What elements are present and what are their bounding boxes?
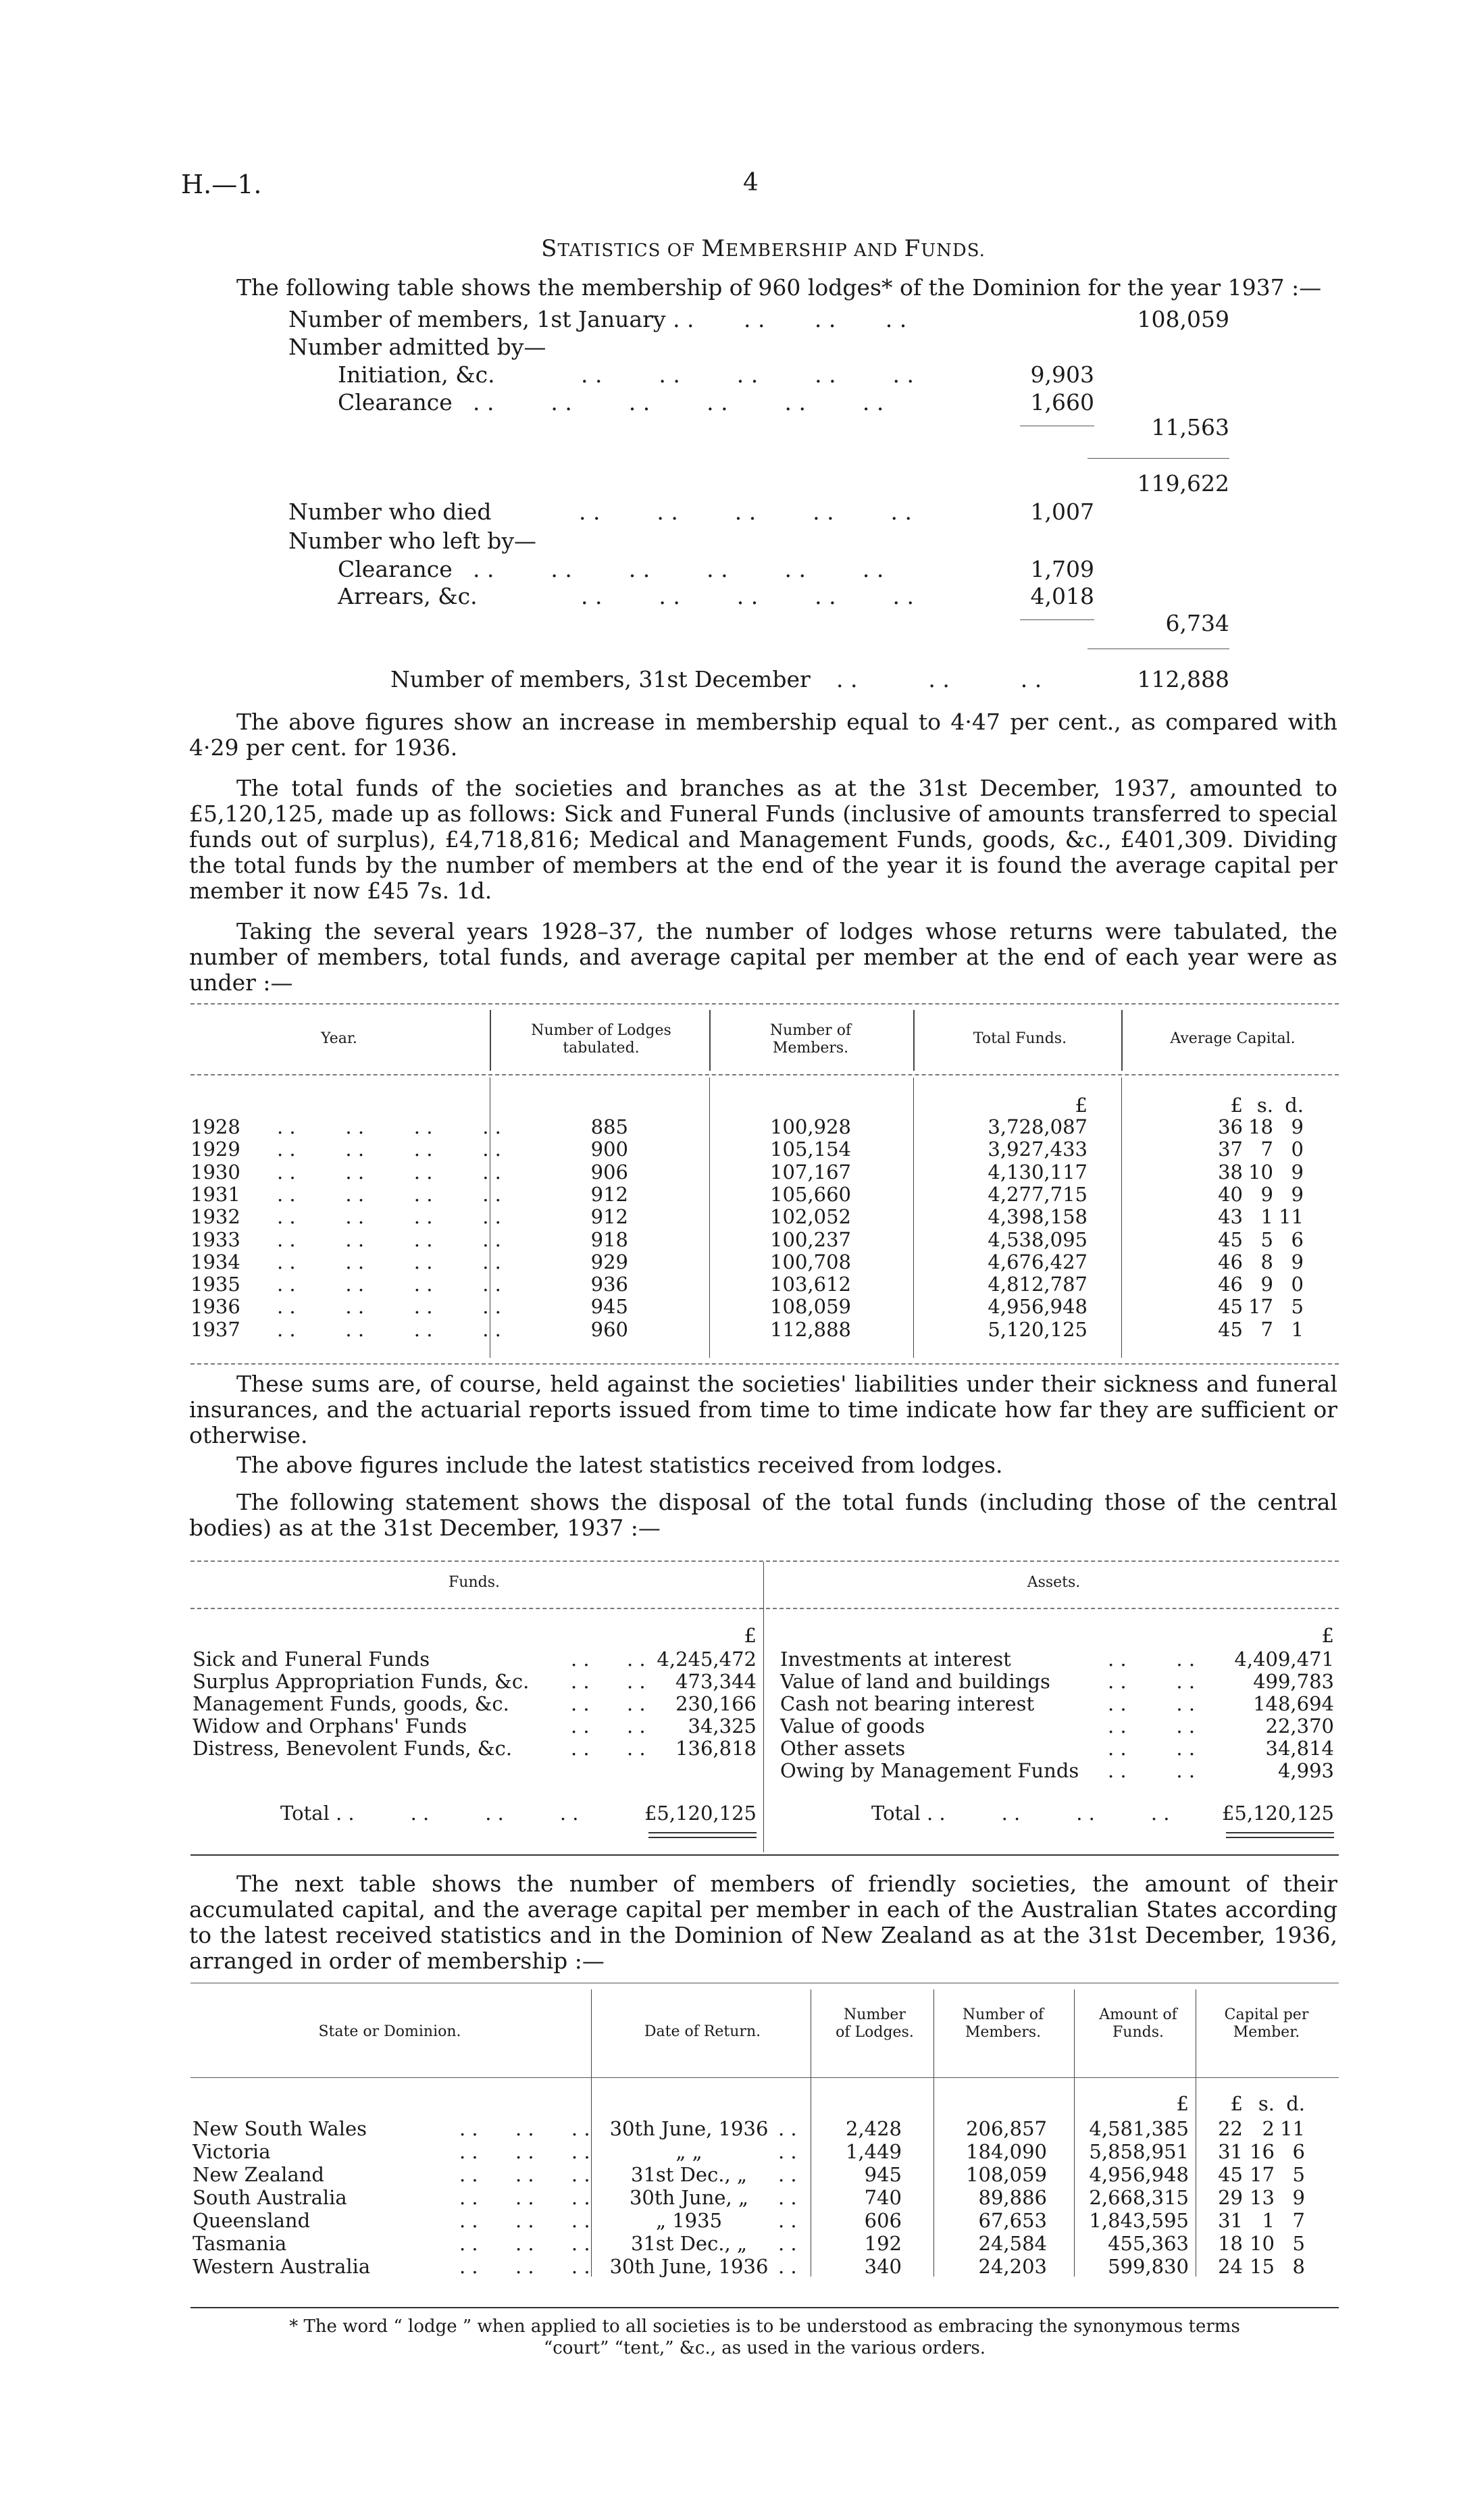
- left-label: Number who left by—: [288, 528, 537, 554]
- shillings-unit: s.: [1258, 2092, 1275, 2115]
- column-header-funds: Total Funds.: [973, 1030, 1067, 1047]
- date-cell: 31st Dec., „: [631, 2232, 747, 2255]
- footnote-line: “court” “tent,” &c., as used in the various orders.: [543, 2338, 986, 2358]
- divider: [1088, 458, 1229, 459]
- pounds-cell: 38: [1218, 1161, 1243, 1184]
- lodges-cell: 960: [590, 1318, 628, 1341]
- pounds-cell: 45: [1218, 2163, 1243, 2186]
- shillings-cell: 15: [1250, 2255, 1275, 2278]
- year-cell: 1933: [190, 1228, 240, 1251]
- shillings-cell: 5: [1260, 1228, 1273, 1251]
- fund-label: Widow and Orphans' Funds: [193, 1715, 467, 1737]
- leader-dots: . . . . . . . .: [277, 1273, 501, 1296]
- leader-dots: . .: [778, 2255, 797, 2278]
- pence-cell: 6: [1291, 1228, 1304, 1251]
- shillings-cell: 17: [1250, 2163, 1275, 2186]
- leader-dots: . .: [778, 2209, 797, 2232]
- leader-dots: . . . .: [1108, 1692, 1196, 1715]
- pence-cell: 5: [1292, 2232, 1305, 2255]
- state-cell: Western Australia: [193, 2255, 371, 2278]
- intro-text: The following table shows the membership of 960 lodges* of the Dominion for the year 1937 :—: [236, 274, 1322, 301]
- table-bottom-rule: [190, 1854, 1339, 1856]
- date-cell: 30th June, „: [629, 2186, 749, 2209]
- funds-cell: 3,728,087: [988, 1115, 1088, 1138]
- lodges-cell: 912: [590, 1183, 628, 1206]
- column-divider: [913, 1077, 914, 1358]
- pounds-cell: 45: [1218, 1318, 1243, 1341]
- leader-dots: . . . .: [571, 1692, 646, 1715]
- state-cell: Victoria: [193, 2140, 271, 2163]
- shillings-cell: 18: [1248, 1115, 1273, 1138]
- members-cell: 89,886: [978, 2186, 1047, 2209]
- lodges-cell: 945: [590, 1295, 628, 1318]
- asset-label: Owing by Management Funds: [780, 1759, 1079, 1782]
- lodges-cell: 340: [864, 2255, 902, 2278]
- paragraph-liabilities: These sums are, of course, held against the societies' liabilities under their sickness and funeral insurances, and the actuarial reports issued from time to time indicate how far they are sufficient or otherwise.: [189, 1371, 1337, 1448]
- funds-cell: 1,843,595: [1089, 2209, 1189, 2232]
- leader-dots: . . . . . . . .: [277, 1295, 501, 1318]
- leader-dots: . .: [778, 2117, 797, 2140]
- funds-cell: 4,956,948: [1089, 2163, 1189, 2186]
- pence-cell: 5: [1291, 1295, 1304, 1318]
- pounds-cell: 18: [1218, 2232, 1243, 2255]
- end-value: 112,888: [1137, 666, 1229, 692]
- date-cell: „ „: [675, 2140, 702, 2163]
- leader-dots: . . . .: [571, 1715, 646, 1737]
- leader-dots: . . . . . . . .: [277, 1205, 501, 1228]
- pounds-cell: 45: [1218, 1295, 1243, 1318]
- pounds-cell: 24: [1218, 2255, 1243, 2278]
- fund-label: Surplus Appropriation Funds, &c.: [193, 1670, 530, 1693]
- year-cell: 1930: [190, 1161, 240, 1184]
- leader-dots: . . . . . . . .: [277, 1161, 501, 1184]
- asset-value: 34,814: [1265, 1737, 1334, 1760]
- leader-dots: . . . . . . . .: [277, 1250, 501, 1273]
- asset-label: Value of land and buildings: [780, 1670, 1050, 1693]
- state-cell: South Australia: [193, 2186, 347, 2209]
- asset-value: 499,783: [1253, 1670, 1334, 1693]
- fund-value: 136,818: [675, 1737, 757, 1760]
- footnote: [190, 2316, 1339, 2359]
- initiation-label: Initiation, &c. . . . . . . . . . .: [338, 361, 915, 388]
- year-cell: 1931: [190, 1183, 240, 1206]
- column-divider: [709, 1077, 710, 1358]
- leader-dots: . . . . . . . .: [277, 1115, 501, 1138]
- fund-label: Distress, Benevolent Funds, &c.: [193, 1737, 513, 1760]
- pounds-cell: 31: [1218, 2209, 1243, 2232]
- members-cell: 105,660: [770, 1183, 851, 1206]
- pounds-cell: 36: [1218, 1115, 1243, 1138]
- members-cell: 184,090: [966, 2140, 1047, 2163]
- funds-cell: 4,812,787: [988, 1273, 1088, 1296]
- state-cell: Tasmania: [193, 2232, 287, 2255]
- lodges-cell: 2,428: [845, 2117, 902, 2140]
- column-header-lodges: Number of Lodges tabulated.: [531, 1022, 671, 1057]
- date-cell: 31st Dec., „: [631, 2163, 747, 2186]
- column-header-members: Number of Members.: [769, 1022, 852, 1057]
- header-bottom-rule: [190, 1074, 1339, 1075]
- funds-cell: 4,398,158: [988, 1205, 1088, 1228]
- funds-cell: 5,120,125: [988, 1318, 1088, 1341]
- lodges-cell: 929: [590, 1250, 628, 1273]
- year-cell: 1928: [190, 1115, 240, 1138]
- leader-dots: . . . . . . . .: [277, 1183, 501, 1206]
- asset-label: Value of goods: [780, 1715, 925, 1737]
- leader-dots: . . . .: [1108, 1648, 1196, 1671]
- column-divider: [1121, 1010, 1123, 1071]
- column-header-average: Average Capital.: [1170, 1030, 1296, 1047]
- pounds-cell: 40: [1218, 1183, 1243, 1206]
- pence-cell: 11: [1279, 1205, 1304, 1228]
- members-cell: 103,612: [770, 1273, 851, 1296]
- lodges-cell: 1,449: [845, 2140, 902, 2163]
- members-cell: 206,857: [966, 2117, 1047, 2140]
- lodges-cell: 885: [590, 1115, 628, 1138]
- divider: [1020, 619, 1094, 620]
- leader-dots: . . . .: [1108, 1737, 1196, 1760]
- footnote-line: * The word “ lodge ” when applied to all societies is to be understood as embracing the synonymous terms: [289, 2316, 1240, 2337]
- pence-cell: 0: [1291, 1273, 1304, 1296]
- asset-value: 4,993: [1277, 1759, 1334, 1782]
- year-cell: 1936: [190, 1295, 240, 1318]
- start-value: 108,059: [1137, 306, 1229, 332]
- leader-dots: . . . . . .: [459, 2186, 590, 2209]
- year-cell: 1935: [190, 1273, 240, 1296]
- members-cell: 100,708: [770, 1250, 851, 1273]
- paragraph-disposal: The following statement shows the disposal of the total funds (including those of the central bodies) as at the 31st December, 1937 :—: [189, 1489, 1337, 1541]
- leader-dots: . .: [778, 2232, 797, 2255]
- shillings-cell: 1: [1262, 2209, 1275, 2232]
- column-header-members: Number of Members.: [962, 2006, 1044, 2041]
- shillings-cell: 1: [1260, 1205, 1273, 1228]
- assets-total-value: £5,120,125: [1221, 1802, 1334, 1825]
- leader-dots: . . . . . .: [459, 2117, 590, 2140]
- date-cell: 30th June, 1936: [609, 2117, 769, 2140]
- end-label: Number of members, 31st December . . . . . .: [390, 666, 1042, 692]
- asset-value: 4,409,471: [1234, 1648, 1334, 1671]
- shillings-cell: 2: [1262, 2117, 1275, 2140]
- admitted-label: Number admitted by—: [288, 334, 546, 360]
- pounds-cell: 31: [1218, 2140, 1243, 2163]
- pence-cell: 11: [1280, 2117, 1305, 2140]
- pence-cell: 9: [1292, 2186, 1305, 2209]
- asset-label: Other assets: [780, 1737, 906, 1760]
- arrears-label: Arrears, &c. . . . . . . . . . .: [338, 583, 915, 609]
- lodges-cell: 606: [864, 2209, 902, 2232]
- funds-total-value: £5,120,125: [644, 1802, 757, 1825]
- fund-value: 4,245,472: [657, 1648, 757, 1671]
- funds-cell: 455,363: [1108, 2232, 1189, 2255]
- asset-label: Investments at interest: [780, 1648, 1011, 1671]
- column-divider: [1074, 1989, 1075, 2277]
- page-number: 4: [743, 169, 759, 197]
- lodges-cell: 912: [590, 1205, 628, 1228]
- state-cell: Queensland: [193, 2209, 311, 2232]
- fund-value: 34,325: [688, 1715, 757, 1737]
- members-cell: 67,653: [978, 2209, 1047, 2232]
- column-divider: [490, 1010, 491, 1071]
- pence-cell: 5: [1292, 2163, 1305, 2186]
- pence-cell: 1: [1291, 1318, 1304, 1341]
- state-cell: New Zealand: [193, 2163, 324, 2186]
- pence-cell: 9: [1291, 1250, 1304, 1273]
- double-rule: [1226, 1832, 1334, 1838]
- funds-cell: 4,956,948: [988, 1295, 1088, 1318]
- fund-value: 230,166: [675, 1692, 757, 1715]
- initiation-value: 9,903: [1030, 361, 1094, 388]
- leader-dots: . . . . . . . .: [277, 1318, 501, 1341]
- leader-dots: . . . . . .: [459, 2209, 590, 2232]
- members-cell: 112,888: [770, 1318, 851, 1341]
- column-divider: [933, 1989, 934, 2277]
- leader-dots: . . . .: [1108, 1670, 1196, 1693]
- paragraph-increase: The above figures show an increase in membership equal to 4·47 per cent., as compared with 4·29 per cent. for 1936.: [189, 709, 1337, 761]
- funds-total-label: Total . . . . . . . .: [280, 1802, 579, 1825]
- table-bottom-rule: [190, 1363, 1339, 1365]
- members-cell: 100,237: [770, 1228, 851, 1251]
- funds-cell: 4,538,095: [988, 1228, 1088, 1251]
- paragraph-australian-states: The next table shows the number of members of friendly societies, the amount of their accumulated capital, and the average capital per member in each of the Australian States according to the latest received statistics and in the Dominion of New Zealand as at the 31st December, 1936, arranged in order of membership :—: [189, 1871, 1337, 1974]
- pence-cell: 0: [1291, 1138, 1304, 1161]
- members-cell: 107,167: [770, 1161, 851, 1184]
- shillings-cell: 7: [1260, 1318, 1273, 1341]
- leader-dots: . .: [778, 2163, 797, 2186]
- funds-cell: 2,668,315: [1089, 2186, 1189, 2209]
- funds-cell: 4,130,117: [988, 1161, 1088, 1184]
- document-code: H.—1.: [181, 170, 262, 199]
- asset-label: Cash not bearing interest: [780, 1692, 1035, 1715]
- members-cell: 108,059: [966, 2163, 1047, 2186]
- header-bottom-rule: [190, 1608, 1339, 1609]
- paragraph-latest: The above figures include the latest statistics received from lodges.: [236, 1452, 1003, 1478]
- column-header-lodges: Number of Lodges.: [836, 2006, 914, 2041]
- table-top-rule: [190, 1003, 1339, 1005]
- column-header-capital: Capital per Member.: [1224, 2006, 1309, 2041]
- lodges-cell: 740: [864, 2186, 902, 2209]
- year-cell: 1937: [190, 1318, 240, 1341]
- assets-currency: £: [1321, 1624, 1334, 1647]
- leader-dots: . . . .: [1108, 1715, 1196, 1737]
- shillings-unit: s.: [1256, 1094, 1273, 1117]
- column-header-date: Date of Return.: [644, 2023, 761, 2040]
- double-rule: [648, 1832, 757, 1838]
- funds-cell: 4,277,715: [988, 1183, 1088, 1206]
- members-cell: 102,052: [770, 1205, 851, 1228]
- left-clearance-value: 1,709: [1030, 556, 1094, 582]
- leader-dots: . . . . . . . .: [277, 1228, 501, 1251]
- shillings-cell: 7: [1260, 1138, 1273, 1161]
- column-divider: [709, 1010, 711, 1071]
- pence-cell: 6: [1292, 2140, 1305, 2163]
- members-cell: 105,154: [770, 1138, 851, 1161]
- leader-dots: . .: [778, 2186, 797, 2209]
- column-divider: [913, 1010, 915, 1071]
- date-cell: 30th June, 1936: [609, 2255, 769, 2278]
- pounds-cell: 22: [1218, 2117, 1243, 2140]
- lodges-cell: 906: [590, 1161, 628, 1184]
- fund-label: Sick and Funeral Funds: [193, 1648, 430, 1671]
- leader-dots: . . . . . .: [459, 2232, 590, 2255]
- pence-cell: 9: [1291, 1115, 1304, 1138]
- shillings-cell: 9: [1260, 1183, 1273, 1206]
- arrears-value: 4,018: [1030, 583, 1094, 609]
- year-cell: 1934: [190, 1250, 240, 1273]
- leader-dots: . . . .: [571, 1670, 646, 1693]
- leader-dots: . . . .: [571, 1648, 646, 1671]
- pounds-cell: 37: [1218, 1138, 1243, 1161]
- died-label: Number who died . . . . . . . . . .: [288, 499, 913, 525]
- page-title: STATISTICS OF MEMBERSHIP AND FUNDS.: [541, 235, 986, 262]
- members-cell: 24,203: [978, 2255, 1047, 2278]
- shillings-cell: 13: [1250, 2186, 1275, 2209]
- asset-value: 148,694: [1253, 1692, 1334, 1715]
- lodges-cell: 936: [590, 1273, 628, 1296]
- start-label: Number of members, 1st January . . . . . . . .: [288, 306, 907, 332]
- fund-value: 473,344: [675, 1670, 757, 1693]
- paragraph-total-funds: The total funds of the societies and branches as at the 31st December, 1937, amounted to £5,120,125, made up as follows: Sick and Funeral Funds (inclusive of amounts transferred to special funds out of surplus), £4,718,816; Medical and Management Funds, goods, &c., £401,309. Dividing the total funds by the number of members at the end of the year it is found the average capital per member it now £45 7s. 1d.: [189, 775, 1337, 904]
- fund-label: Management Funds, goods, &c.: [193, 1692, 509, 1715]
- pence-cell: 8: [1292, 2255, 1305, 2278]
- pounds-cell: 29: [1218, 2186, 1243, 2209]
- column-header-year: Year.: [321, 1030, 357, 1047]
- lodges-cell: 192: [864, 2232, 902, 2255]
- pence-cell: 7: [1292, 2209, 1305, 2232]
- column-divider: [591, 1989, 592, 2277]
- header-bottom-rule: [190, 2077, 1339, 2078]
- pence-unit: d.: [1285, 1094, 1304, 1117]
- funds-cell: 599,830: [1108, 2255, 1189, 2278]
- shillings-cell: 8: [1260, 1250, 1273, 1273]
- column-divider: [763, 1562, 764, 1852]
- table-bottom-rule: [190, 2307, 1339, 2308]
- pounds-cell: 46: [1218, 1250, 1243, 1273]
- leader-dots: . . . .: [571, 1737, 646, 1760]
- funds-cell: 5,858,951: [1089, 2140, 1189, 2163]
- pounds-cell: 46: [1218, 1273, 1243, 1296]
- leader-dots: . . . . . . . .: [277, 1138, 501, 1161]
- died-value: 1,007: [1030, 499, 1094, 525]
- leader-dots: . . . .: [1108, 1759, 1196, 1782]
- funds-cell: 3,927,433: [988, 1138, 1088, 1161]
- leader-dots: . . . . . .: [459, 2255, 590, 2278]
- pence-cell: 9: [1291, 1183, 1304, 1206]
- date-cell: „ 1935: [655, 2209, 723, 2232]
- pounds-unit: £: [1230, 1094, 1243, 1117]
- assets-total-label: Total . . . . . . . .: [871, 1802, 1170, 1825]
- pounds-unit: £: [1230, 2092, 1243, 2115]
- shillings-cell: 17: [1248, 1295, 1273, 1318]
- funds-unit: £: [1075, 1094, 1088, 1117]
- lodges-cell: 900: [590, 1138, 628, 1161]
- state-cell: New South Wales: [193, 2117, 367, 2140]
- year-cell: 1929: [190, 1138, 240, 1161]
- members-cell: 100,928: [770, 1115, 851, 1138]
- clearance-value: 1,660: [1030, 389, 1094, 415]
- leader-dots: . .: [778, 2140, 797, 2163]
- leader-dots: . . . . . .: [459, 2163, 590, 2186]
- subtotal-value: 119,622: [1137, 470, 1229, 497]
- leader-dots: . . . . . .: [459, 2140, 590, 2163]
- column-header-funds: Amount of Funds.: [1099, 2006, 1177, 2041]
- members-cell: 24,584: [978, 2232, 1047, 2255]
- members-cell: 108,059: [770, 1295, 851, 1318]
- shillings-cell: 9: [1260, 1273, 1273, 1296]
- column-header-state: State or Dominion.: [318, 2023, 461, 2040]
- left-clearance-label: Clearance . . . . . . . . . . . .: [338, 556, 884, 582]
- table-top-rule: [190, 1560, 1339, 1562]
- paragraph-years: Taking the several years 1928–37, the number of lodges whose returns were tabulated, the number of members, total funds, and average capital per member at the end of each year were as under :—: [189, 918, 1337, 996]
- pounds-cell: 45: [1218, 1228, 1243, 1251]
- shillings-cell: 10: [1248, 1161, 1273, 1184]
- year-cell: 1932: [190, 1205, 240, 1228]
- pence-cell: 9: [1291, 1161, 1304, 1184]
- funds-cell: 4,581,385: [1089, 2117, 1189, 2140]
- clearance-label: Clearance . . . . . . . . . . . .: [338, 389, 884, 415]
- admitted-total: 11,563: [1151, 414, 1229, 440]
- assets-header: Assets.: [1027, 1574, 1081, 1591]
- shillings-cell: 10: [1250, 2232, 1275, 2255]
- funds-unit: £: [1176, 2092, 1189, 2115]
- lodges-cell: 945: [864, 2163, 902, 2186]
- asset-value: 22,370: [1265, 1715, 1334, 1737]
- column-divider: [1121, 1077, 1122, 1358]
- lodges-cell: 918: [590, 1228, 628, 1251]
- pence-unit: d.: [1286, 2092, 1305, 2115]
- funds-header: Funds.: [449, 1574, 500, 1591]
- funds-currency: £: [744, 1624, 757, 1647]
- left-total: 6,734: [1165, 610, 1229, 636]
- pounds-cell: 43: [1218, 1205, 1243, 1228]
- shillings-cell: 16: [1250, 2140, 1275, 2163]
- funds-cell: 4,676,427: [988, 1250, 1088, 1273]
